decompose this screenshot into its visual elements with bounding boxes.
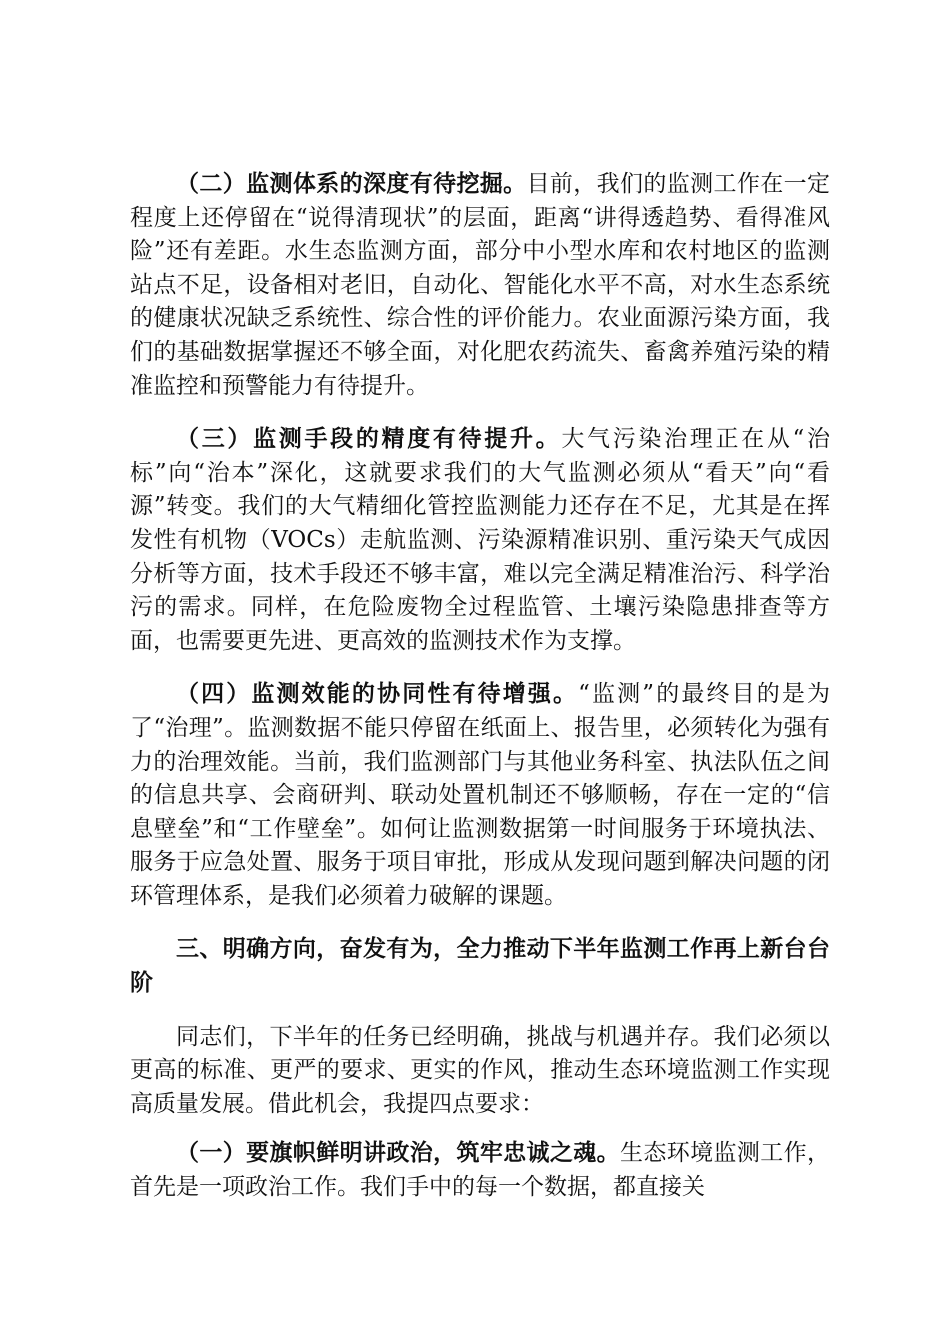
spacer — [130, 1121, 830, 1137]
paragraph-intro: 同志们，下半年的任务已经明确，挑战与机遇并存。我们必须以更高的标准、更严的要求、更实的作风，推动生态环境监测工作实现高质量发展。借此机会，我提四点要求： — [130, 1023, 830, 1117]
paragraph-lead: （四）监测效能的协同性有待增强。 — [176, 681, 579, 708]
document-page — [130, 168, 830, 1205]
paragraph-body: 生态环境监测工作，首先是一项政治工作。我们手中的每一个数据，都直接关 — [130, 1140, 831, 1201]
section-heading: 三、明确方向，奋发有为，全力推动下半年监测工作再上新台台阶 — [130, 936, 830, 997]
spacer — [130, 913, 830, 933]
spacer — [130, 1001, 830, 1021]
paragraph-requirement-1 — [130, 1137, 830, 1204]
spacer — [130, 403, 830, 423]
paragraph-lead: （二）监测体系的深度有待挖掘。 — [176, 171, 527, 197]
paragraph-lead: （三）监测手段的精度有待提升。 — [176, 426, 562, 453]
paragraph-lead: （一）要旗帜鲜明讲政治，筑牢忠诚之魂。 — [176, 1140, 621, 1167]
paragraph-monitoring-precision — [130, 423, 830, 658]
paragraph-monitoring-synergy — [130, 678, 830, 913]
paragraph-body: 大气污染治理正在从“治标”向“治本”深化，这就要求我们的大气监测必须从“看天”向“看源”转变。我们的大气精细化管控监测能力还存在不足，尤其是在挥发性有机物（VOCs）走航监测、污染源精准识别、重污染天气成因分析等方面，技术手段还不够丰富，难以完全满足精准治污、科学治污的需求。同样，在危险废物全过程监管、土壤污染隐患排查等方面，也需要更先进、更高效的监测技术作为支撑。 — [130, 426, 830, 654]
paragraph-body: 目前，我们的监测工作在一定程度上还停留在“说得清现状”的层面，距离“讲得透趋势、看得准风险”还有差距。水生态监测方面，部分中小型水库和农村地区的监测站点不足，设备相对老旧，自动化、智能化水平不高，对水生态系统的健康状况缺乏系统性、综合性的评价能力。农业面源污染方面，我们的基础数据掌握还不够全面，对化肥农药流失、畜禽养殖污染的精准监控和预警能力有待提升。 — [130, 171, 831, 399]
paragraph-body: “监测”的最终目的是为了“治理”。监测数据不能只停留在纸面上、报告里，必须转化为强有力的治理效能。当前，我们监测部门与其他业务科室、执法队伍之间的信息共享、会商研判、联动处置机制还不够顺畅，存在一定的“信息壁垒”和“工作壁垒”。如何让监测数据第一时间服务于环境执法、服务于应急处置、服务于项目审批，形成从发现问题到解决问题的闭环管理体系，是我们必须着力破解的课题。 — [130, 681, 830, 909]
spacer — [130, 658, 830, 678]
paragraph-monitoring-depth — [130, 168, 830, 403]
